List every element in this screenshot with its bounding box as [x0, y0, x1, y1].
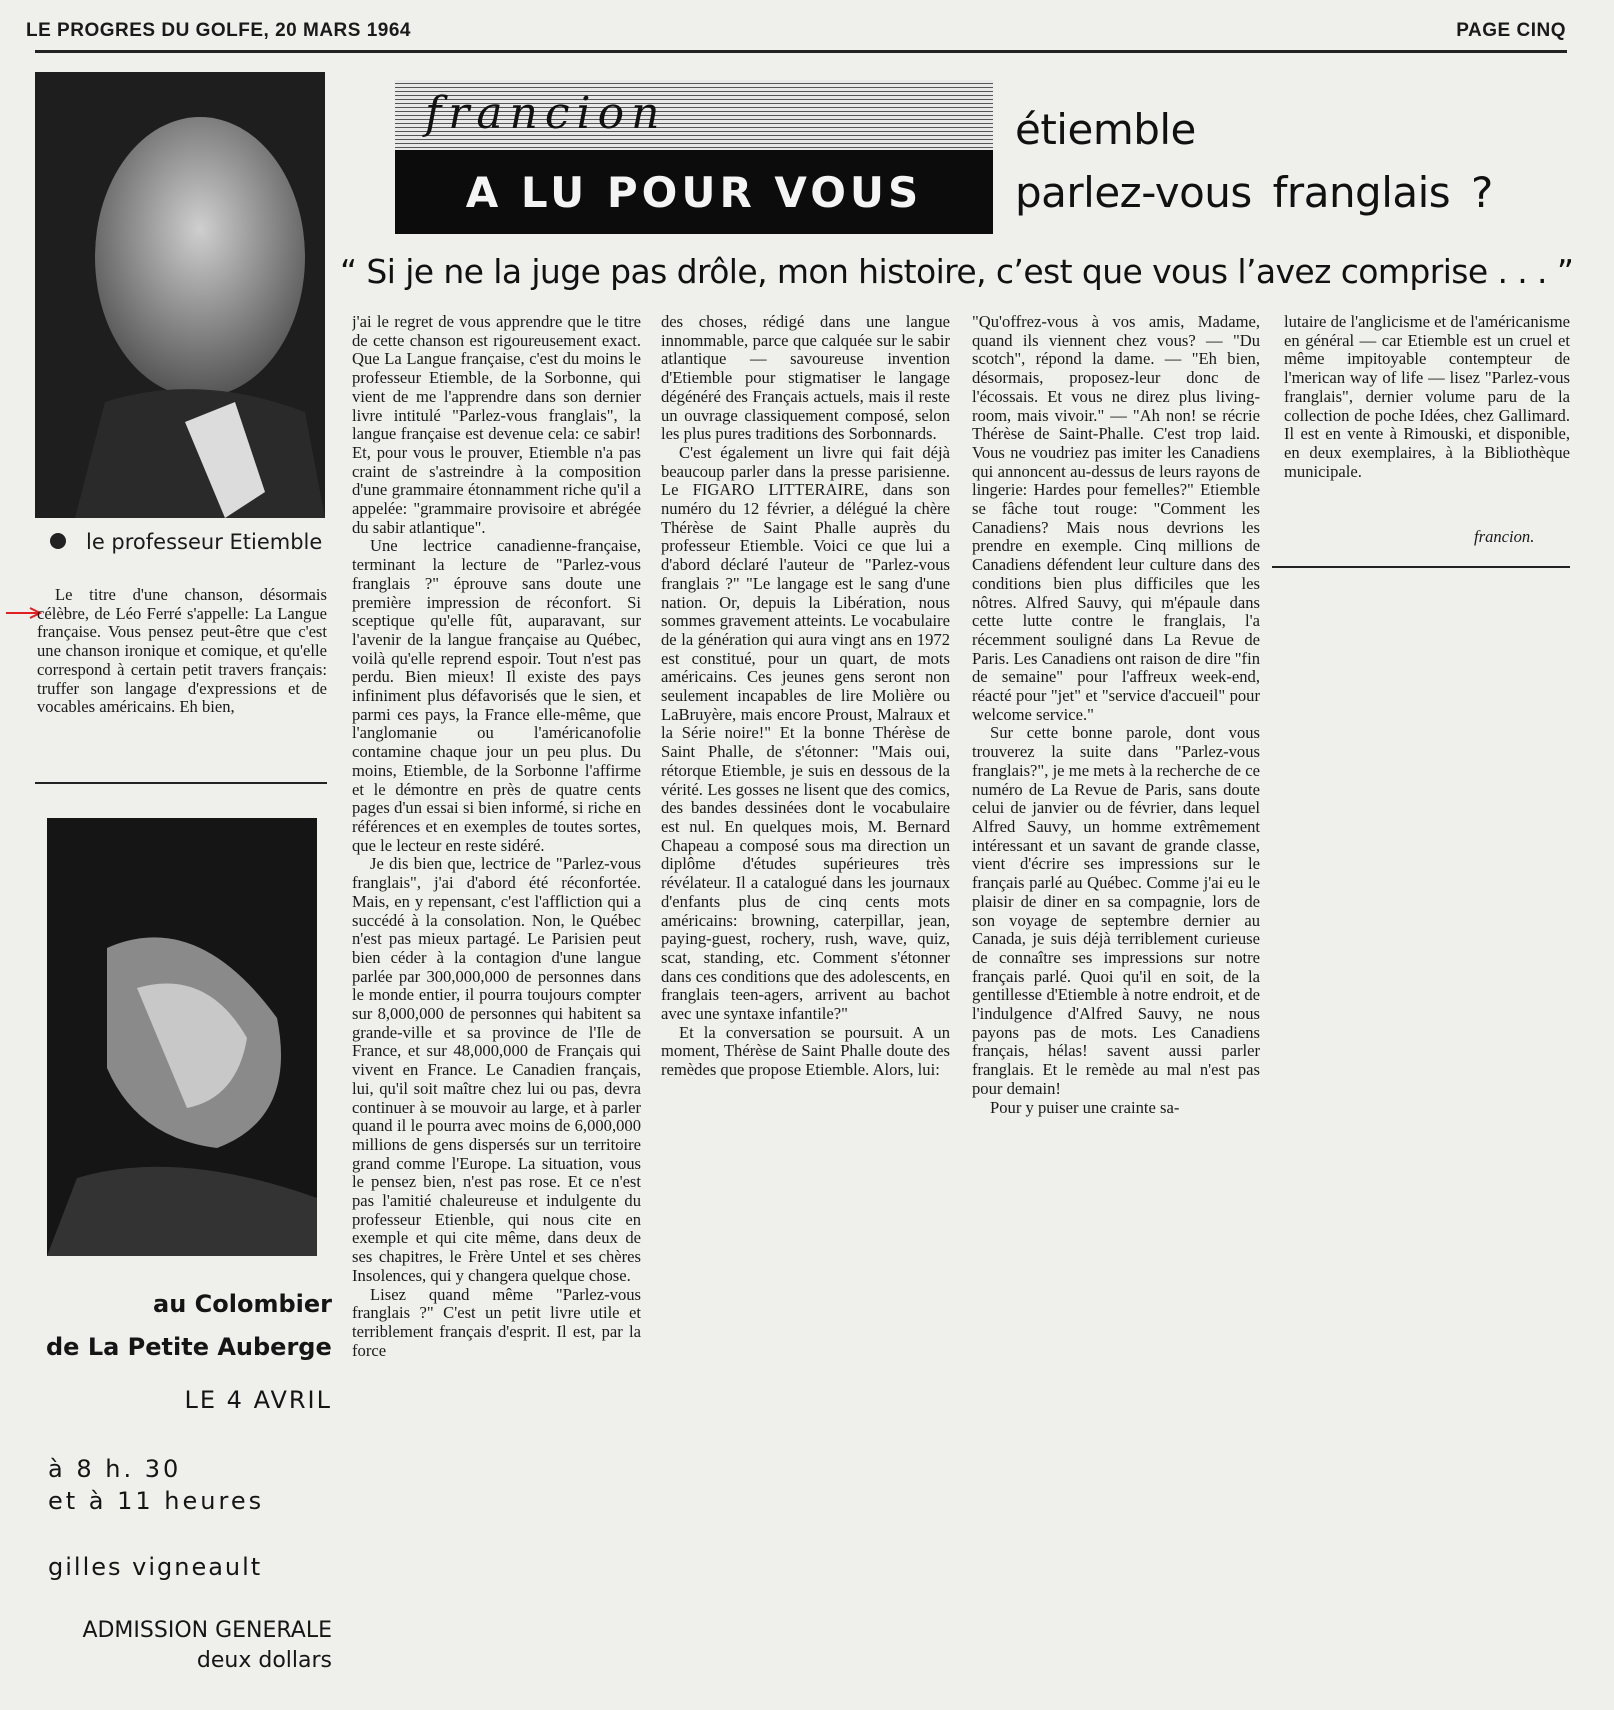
event-venue-name: de La Petite Auberge	[46, 1333, 332, 1361]
headline-author: étiemble	[1015, 105, 1196, 154]
event-admission: ADMISSION GENERALE	[82, 1618, 332, 1643]
masthead: LE PROGRES DU GOLFE, 20 MARS 1964	[26, 20, 411, 41]
paragraph: Pour y puiser une crainte sa-	[990, 1097, 1180, 1117]
banner-script: francion	[425, 88, 667, 139]
header-rule	[35, 50, 1567, 53]
paragraph: des choses, rédigé dans une langue innommable, parce que calquée sur le sabir atlantique — savoureuse invention d'Etiemble pour stigmatiser le langage dégénéré des Français actuels, mais il reste un ouvrage classiquement composé, selon les plus pures traditions des Sorbonnards.	[661, 313, 950, 444]
intro-text: Le titre d'une chanson, désormais célèbre, de Léo Ferré s'appelle: La Langue française. Vous pensez peut-être que c'est une chanson ironique et comique, et qu'elle correspond à certain petit travers français: truffer son langage d'expressions et de vocables américains. Eh bien,	[37, 586, 327, 717]
paragraph: Et la conversation se poursuit. A un moment, Thérèse de Saint Phalle doute des remèdes que propose Etiemble. Alors, lui:	[661, 1022, 950, 1080]
event-date: LE 4 AVRIL	[184, 1386, 332, 1414]
event-artist: gilles vigneault	[48, 1553, 263, 1581]
left-rule	[35, 782, 327, 784]
banner-label: A LU POUR VOUS	[395, 150, 993, 234]
paragraph: j'ai le regret de vous apprendre que le titre de cette chanson est rigoureusement exact. Que La Langue française, c'est du moins le professeur Etiemble, de la Sorbonne, qui vient de me l'apprendre dans son dernier livre intitulé "Parlez-vous franglais", la langue française est devenue cela: ce sabir! Et, pour vous le prouver, Etiemble n'a pas craint de s'astreindre à la composition d'une grammaire étonnamment riche qu'il a appelée: "grammaire provisoire et abrégée du sabir atlantique".	[352, 313, 641, 537]
pull-quote: “ Si je ne la juge pas drôle, mon histoire, c’est que vous l’avez comprise . . . ”	[340, 252, 1574, 291]
photo-caption: le professeur Etiemble	[86, 530, 323, 554]
signature: francion.	[1474, 527, 1535, 546]
article-end-rule	[1272, 566, 1570, 568]
article-column-4	[1284, 313, 1570, 513]
paragraph: C'est également un livre qui fait déjà beaucoup parler dans la presse parisienne. Le FIGARO LITTERAIRE, dans son numéro du 12 février, a délégué la chère Thérèse de Saint Phalle auprès du professeur Etiemble. Voici ce que lui a d'abord déclaré l'auteur de "Parlez-vous franglais ?" "Le langage est le sang d'une nation. Or, depuis la Libération, nous sommes gravement atteints. Le vocabulaire de la génération qui aura vingt ans en 1972 est constitué, pour un quart, de mots américains. Ces jeunes gens seront non seulement incapables de lire Molière ou LaBruyère, mais encore Proust, Malraux et la Série noire!" Et la bonne Thérèse de Saint Phalle, de s'étonner: "Mais oui, rétorque Etiemble, je suis en dessous de la vérité. Les gosses ne lisent que des comics, des bandes dessinées dont le vocabulaire est nul. En quelques mois, M. Bernard Chapeau a composé sous ma direction un diplôme d'études supérieures très révélateur. Il a catalogué dans les journaux d'enfants plus de cinq cents mots américains: browning, caterpillar, jean, paying-guest, rochery, rush, wave, quiz, scat, standing, etc. Comment s'étonner dans ces conditions que des adolescents, en franglais teen-agers, arrivent au bachot avec une syntaxe infantile?"	[661, 442, 950, 1024]
portrait-illustration	[35, 72, 325, 518]
paragraph: Une lectrice canadienne-française, terminant la lecture de "Parlez-vous franglais ?" éprouve sans doute une première impression de réconfort. Si sceptique qu'elle fût, auparavant, sur l'avenir de la langue française au Québec, voilà qu'elle reprend espoir. Tout n'est pas perdu. Bien mieux! Il existe des pays infiniment plus défavorisés que le sien, et parmi ces pays, la France elle-même, que l'anglomanie ou l'américanofolie contamine chaque jour un peu plus. Du moins, Etiemble, de la Sorbonne l'affirme et le démontre en près de quatre cents pages d'un essai si bien informé, si riche en références et en exemples de toutes sortes, que le lecteur en reste sidéré.	[352, 536, 641, 855]
bullet-icon	[50, 533, 66, 549]
event-time-1: à 8 h. 30	[48, 1455, 182, 1483]
event-price: deux dollars	[196, 1648, 332, 1673]
singer-photo	[47, 818, 317, 1256]
page-number: PAGE CINQ	[1456, 20, 1566, 41]
singer-illustration	[47, 818, 317, 1256]
portrait-photo	[35, 72, 325, 518]
paragraph: Je dis bien que, lectrice de "Parlez-vous franglais", j'ai d'abord été réconfortée. Mais, en y repensant, c'est l'affliction qui a succédé à la consolation. Non, le Québec n'est pas mieux partagé. Le Parisien peut bien céder à la contagion d'une langue parlée par 300,000,000 de personnes dans le monde entier, il pourra toujours compter sur 8,000,000 de personnes qui habitent sa grande-ville et sa province de l'Ile de France, et sur 48,000,000 de Français qui vivent en France. Le Canadien français, lui, qu'il soit maître chez lui ou pas, devra continuer à se mouvoir au large, et à parler quand il le pourra avec moins de 6,000,000 millions de gens dispersés sur un territoire grand comme l'Europe. La situation, vous le pensez bien, n'est pas rose. Et ce n'est pas l'amitié chaleureuse et indulgente du professeur Etienble, qui nous cite en exemple et qui cite même, dans deux de ses chapitres, le Frère Untel et ses chères Insolences, qui y changera quelque chose.	[352, 854, 641, 1285]
event-venue: au Colombier	[153, 1290, 332, 1318]
article-column-2	[661, 313, 950, 1353]
event-time-2: et à 11 heures	[48, 1487, 265, 1515]
paragraph: lutaire de l'anglicisme et de l'américanisme en général — car Etiemble est un cruel et même impitoyable contempteur de l'merican way of life — lisez "Parlez-vous franglais", dernier volume paru de la collection de poche Idées, chez Gallimard. Il est en vente à Rimouski, et disponible, en deux exemplaires, à la Bibliothèque municipale.	[1284, 313, 1570, 481]
intro-paragraph	[37, 586, 327, 717]
banner-dotted	[395, 80, 993, 152]
article-column-1	[352, 313, 641, 1710]
paragraph: "Qu'offrez-vous à vos amis, Madame, quand ils viennent chez vous? — "Du scotch", répond la dame. — "Eh bien, désormais, proposez-leur donc de l'écossais. Et vous ne direz plus living-room, mais vivoir." — "Ah non! se récrie Thérèse de Saint-Phalle. C'est trop laid. Vous ne voudriez pas imiter les Canadiens qui annoncent au-dessus de leurs rayons de lingerie: Hardes pour femelles?" Etiemble se fâche tout rouge: "Comment les Canadiens? Mais nous devrions les prendre en exemple. Cinq millions de Canadiens défendent leur culture dans des conditions bien plus difficiles que les nôtres. Alfred Sauvy, qui m'épaule dans cette lutte contre le franglais, l'a récemment souligné dans La Revue de Paris. Les Canadiens ont raison de dire "fin de semaine" pour l'affreux week-end, réacté pour "jet" et "service d'accueil" pour welcome service."	[972, 313, 1260, 724]
article-column-3	[972, 313, 1260, 1368]
paragraph: Lisez quand même "Parlez-vous franglais ?" C'est un petit livre utile et terriblement français d'esprit. Il est, par la force	[352, 1284, 641, 1360]
paragraph: Sur cette bonne parole, dont vous trouverez la suite dans "Parlez-vous franglais?", je me mets à la recherche de ce numéro de La Revue de Paris, sans doute celui de janvier ou de février, dans lequel Alfred Sauvy, un homme extrêmement intéressant et un savant de grande classe, vient d'écrire ses impressions sur le français parlé au Québec. Comme j'ai eu le plaisir de diner en sa compagnie, lors de son voyage de septembre dernier au Canada, je suis déjà terriblement curieuse de connaître ses impressions sur notre français parlé. Quoi qu'il en soit, de la gentillesse d'Etiemble à notre endroit, et de l'indulgence d'Alfred Sauvy, ne nous payons pas de mots. Les Canadiens français, hélas! savent aussi parler franglais. Et le remède au mal n'est pas pour demain!	[972, 723, 1260, 1098]
headline-title: parlez-vous franglais ?	[1015, 168, 1493, 217]
